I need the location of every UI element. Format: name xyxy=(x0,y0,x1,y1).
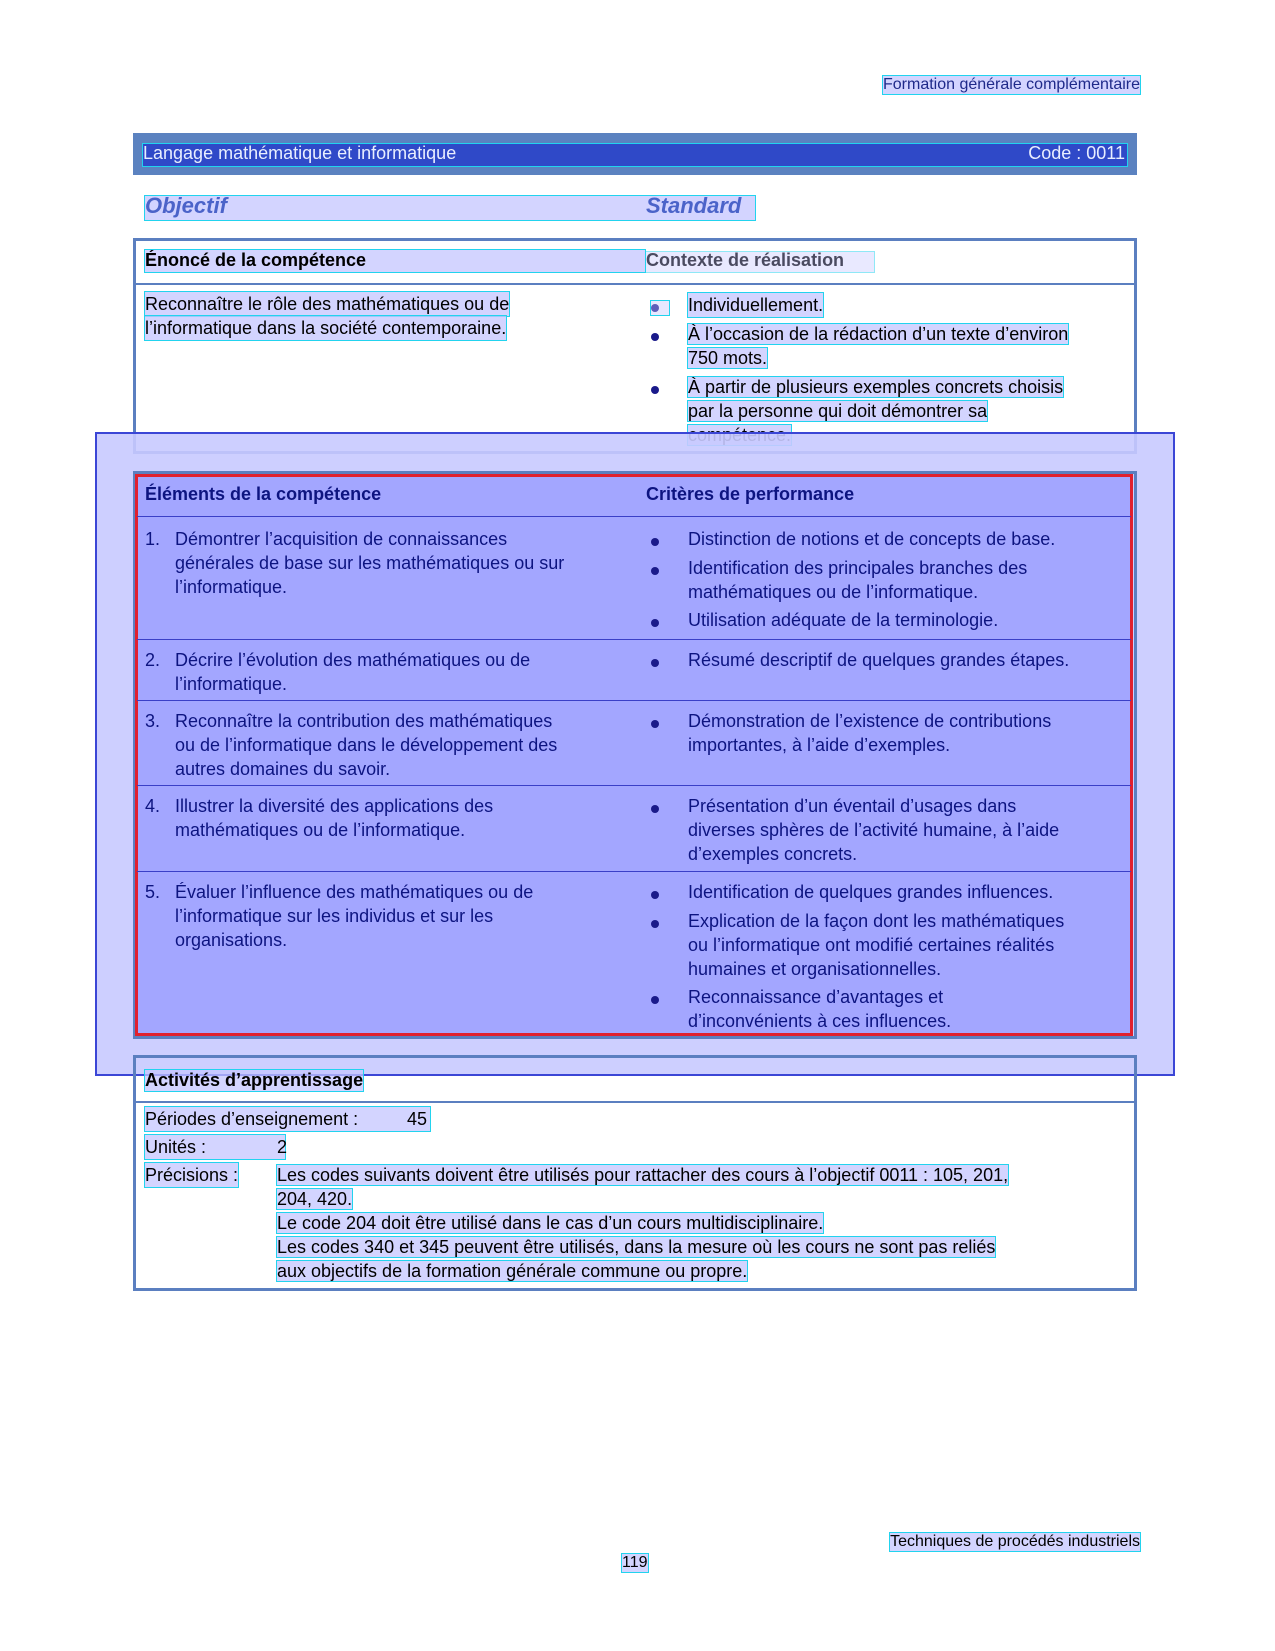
precisions-text: Les codes suivants doivent être utilisés pour rattacher des cours à l’objectif 0011 : 105, 201, 204, 420. Le code 204 doit être utilisé dans le cas d’un cours multidisciplinaire. Les codes 340 et 345 peuvent être utilisés, dans la mesure où les cours ne sont pas reliés aux objectifs de la formation générale commune ou propre. xyxy=(277,1165,1009,1281)
element-text: Évaluer l’influence des mathématiques ou de l’informatique sur les individus et sur les organisations. xyxy=(175,882,534,950)
bullet-icon xyxy=(651,538,659,546)
bullet-icon xyxy=(651,805,659,813)
criterion: Présentation d’un éventail d’usages dans diverses sphères de l’activité humaine, à l’aide d’exemples concrets. xyxy=(688,796,1060,864)
criterion: Identification de quelques grandes influences. xyxy=(688,882,1054,902)
precisions-label: Précisions : xyxy=(145,1165,239,1185)
objective-code: Code : 0011 xyxy=(1028,143,1125,163)
criterion: Explication de la façon dont les mathématiques ou l’informatique ont modifié certaines réalités humaines et organisationnelles. xyxy=(688,911,1065,979)
periodes-row xyxy=(145,1107,430,1131)
criterion: Utilisation adéquate de la terminologie. xyxy=(688,610,999,630)
criterion: Résumé descriptif de quelques grandes étapes. xyxy=(688,650,1070,670)
bullet-icon xyxy=(651,996,659,1004)
competence-statement xyxy=(145,292,635,340)
bullet-icon xyxy=(651,333,659,341)
standard-label: Standard xyxy=(646,193,742,218)
bullet-icon xyxy=(651,920,659,928)
objectif-label: Objectif xyxy=(145,193,227,218)
element-text: Décrire l’évolution des mathématiques ou de l’informatique. xyxy=(175,650,531,694)
bullet-icon xyxy=(651,659,659,667)
bullet-icon xyxy=(651,619,659,627)
bullet-icon xyxy=(651,720,659,728)
running-header: Formation générale complémentaire xyxy=(882,76,1140,93)
statement-line: l’informatique dans la société contemporaine. xyxy=(145,318,507,338)
element-text: Illustrer la diversité des applications des mathématiques ou de l’informatique. xyxy=(175,796,494,840)
element-text: Démontrer l’acquisition de connaissances générales de base sur les mathématiques ou sur l’informatique. xyxy=(175,529,565,597)
bullet-icon xyxy=(651,567,659,575)
criteres-header: Critères de performance xyxy=(646,484,855,504)
context-item: À l’occasion de la rédaction d’un texte d’environ 750 mots. xyxy=(688,324,1069,368)
elements-header: Éléments de la compétence xyxy=(145,484,382,504)
element-text: Reconnaître la contribution des mathématiques ou de l’informatique dans le développement des autres domaines du savoir. xyxy=(175,711,558,779)
element-number: 1. xyxy=(145,529,161,549)
enonce-header: Énoncé de la compétence xyxy=(145,250,645,272)
objective-title: Langage mathématique et informatique xyxy=(143,143,457,163)
header-rule xyxy=(136,283,1134,285)
bullet-icon xyxy=(651,891,659,899)
criterion: Identification des principales branches des mathématiques ou de l’informatique. xyxy=(688,558,1028,602)
element-number: 2. xyxy=(145,650,161,670)
criterion: Reconnaissance d’avantages et d’inconvénients à ces influences. xyxy=(688,987,952,1031)
periodes-value: 45 xyxy=(407,1109,428,1129)
context-item: Individuellement. xyxy=(688,295,824,315)
objective-title-bar xyxy=(133,133,1137,175)
context-item: À partir de plusieurs exemples concrets choisis par la personne qui doit démontrer sa xyxy=(688,375,1063,447)
unites-value: 2 xyxy=(277,1137,288,1157)
criterion: Distinction de notions et de concepts de base. xyxy=(688,529,1056,549)
element-number: 3. xyxy=(145,711,161,731)
periodes-label: Périodes d’enseignement : xyxy=(145,1109,359,1129)
statement-line: Reconnaître le rôle des mathématiques ou de xyxy=(145,294,510,314)
bullet-icon xyxy=(651,386,659,394)
unites-row xyxy=(145,1135,288,1159)
element-number: 4. xyxy=(145,796,161,816)
element-number: 5. xyxy=(145,882,161,902)
activites-header: Activités d’apprentissage xyxy=(145,1070,364,1090)
unites-label: Unités : xyxy=(145,1137,207,1157)
page-number: 119 xyxy=(622,1554,648,1571)
footer-program: Techniques de procédés industriels xyxy=(890,1533,1140,1550)
criterion: Démonstration de l’existence de contributions importantes, à l’aide d’exemples. xyxy=(688,711,1052,755)
